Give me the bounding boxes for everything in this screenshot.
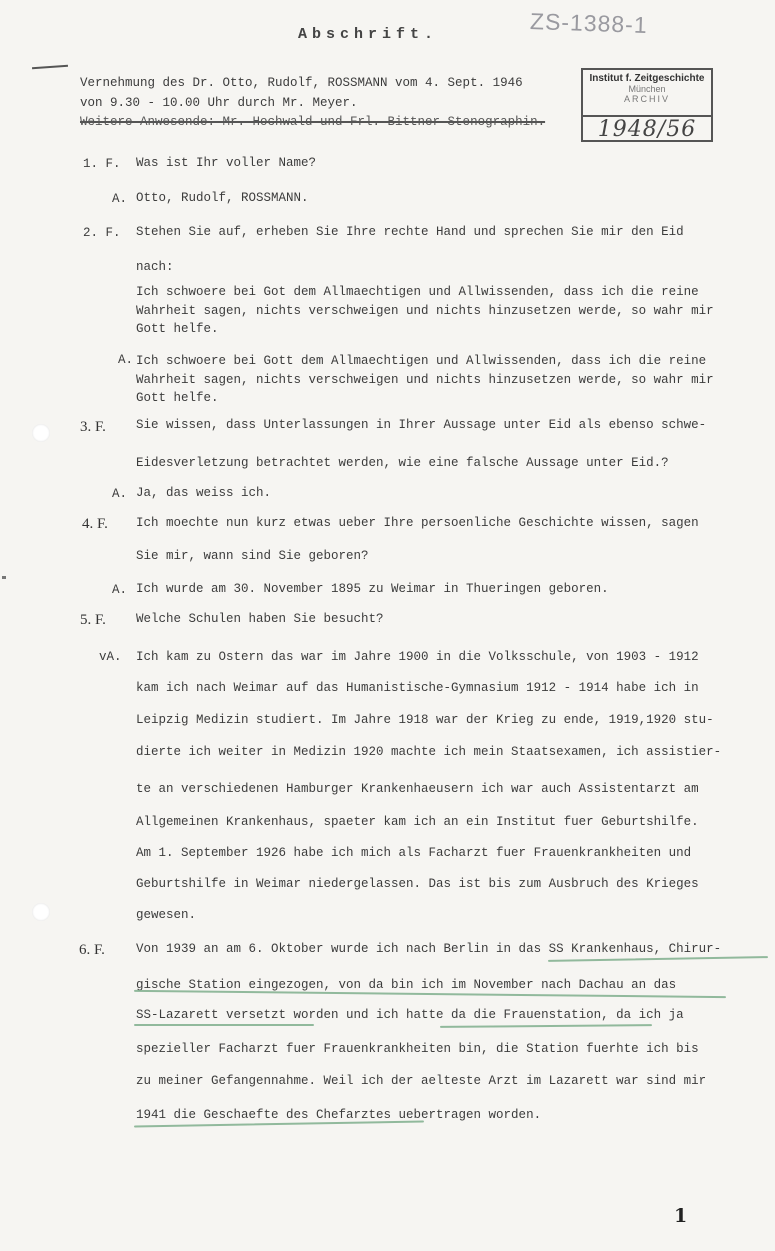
margin-stroke [32,65,68,70]
answer-1-text: Otto, Rudolf, ROSSMANN. [136,191,309,205]
stamp-number: 1948/56 [597,117,697,142]
answer-5-line-4: dierte ich weiter in Medizin 1920 machte ich mein Staatsexamen, ich assistier- [136,745,722,759]
answer-5-line-8: Geburtshilfe in Weimar niedergelassen. Das ist bis zum Ausbruch des Krieges [136,877,699,891]
answer-2-line-3: Gott helfe. [136,391,219,405]
question-4-line-2: Sie mir, wann sind Sie geboren? [136,549,369,563]
question-6-line-5: zu meiner Gefangennahme. Weil ich der aelteste Arzt im Lazarett war sind mir [136,1074,707,1088]
question-6-line-1: Von 1939 an am 6. Oktober wurde ich nach Berlin in das SS Krankenhaus, Chirur- [136,942,722,956]
answer-5-line-2: kam ich nach Weimar auf das Humanistische-Gymnasium 1912 - 1914 habe ich in [136,681,699,695]
question-5-text: Welche Schulen haben Sie besucht? [136,612,384,626]
document-title: Abschrift. [298,26,439,43]
answer-5-line-7: Am 1. September 1926 habe ich mich als Facharzt fuer Frauenkrankheiten und [136,846,692,860]
pencil-underline-3 [134,1024,314,1026]
stamp-city: München [628,84,666,94]
answer-5-line-6: Allgemeinen Krankenhaus, spaeter kam ich an ein Institut fuer Geburtshilfe. [136,815,699,829]
punch-hole-top [32,424,50,442]
archive-stamp [581,68,713,142]
question-6-line-2: gische Station eingezogen, von da bin ich im November nach Dachau an das [136,978,677,992]
answer-2-line-1: Ich schwoere bei Gott dem Allmaechtigen und Allwissenden, dass ich die reine [136,354,707,368]
header-line-1: Vernehmung des Dr. Otto, Rudolf, ROSSMANN vom 4. Sept. 1946 [80,76,523,90]
stamp-institute: Institut f. Zeitgeschichte [589,73,705,84]
stamp-archive: ARCHIV [623,94,670,104]
header-line-2: von 9.30 - 10.00 Uhr durch Mr. Meyer. [80,96,358,110]
question-2-line-5: Gott helfe. [136,322,219,336]
answer-1-label: A. [112,192,128,206]
question-2-label: 2. F. [83,226,121,240]
answer-2-line-2: Wahrheit sagen, nichts verschweigen und nichts hinzusetzen werde, so wahr mir [136,373,714,387]
answer-3-label: A. [112,487,128,501]
question-2-line-4: Wahrheit sagen, nichts verschweigen und nichts hinzusetzen werde, so wahr mir [136,304,714,318]
question-2-line-1: Stehen Sie auf, erheben Sie Ihre rechte Hand und sprechen Sie mir den Eid [136,225,684,239]
punch-hole-bottom [32,903,50,921]
answer-5-line-9: gewesen. [136,908,197,922]
question-6-line-3: SS-Lazarett versetzt worden und ich hatte da die Frauenstation, da ich ja [136,1008,684,1022]
answer-5-line-5: te an verschiedenen Hamburger Krankenhaeusern ich war auch Assistentarzt am [136,782,699,796]
archive-reference: ZS-1388-1 [529,7,649,39]
answer-3-text: Ja, das weiss ich. [136,486,272,500]
answer-5-line-3: Leipzig Medizin studiert. Im Jahre 1918 war der Krieg zu ende, 1919,1920 stu- [136,713,714,727]
question-5-label: 5. F. [80,612,106,628]
margin-mark [2,576,6,579]
answer-5-label: vA. [99,650,122,664]
answer-2-label: A. [118,353,134,367]
question-4-label: 4. F. [82,516,108,532]
question-4-line-1: Ich moechte nun kurz etwas ueber Ihre persoenliche Geschichte wissen, sagen [136,516,699,530]
page-number: 1 [674,1205,688,1227]
question-2-line-2: nach: [136,260,174,274]
question-1-text: Was ist Ihr voller Name? [136,156,317,170]
question-3-label: 3. F. [80,419,106,435]
question-3-line-2: Eidesverletzung betrachtet werden, wie eine falsche Aussage unter Eid.? [136,456,669,470]
question-3-line-1: Sie wissen, dass Unterlassungen in Ihrer Aussage unter Eid als ebenso schwe- [136,418,707,432]
header-line-3: Weitere Anwesende: Mr. Hochwald und Frl. Bittner Stenographin. [80,115,546,129]
question-6-line-6: 1941 die Geschaefte des Chefarztes uebertragen worden. [136,1108,542,1122]
question-6-label: 6. F. [79,942,105,958]
question-1-label: 1. F. [83,157,121,171]
question-6-line-4: spezieller Facharzt fuer Frauenkrankheiten bin, die Station fuerhte ich bis [136,1042,699,1056]
answer-4-label: A. [112,583,128,597]
answer-4-text: Ich wurde am 30. November 1895 zu Weimar in Thueringen geboren. [136,582,609,596]
question-2-line-3: Ich schwoere bei Got dem Allmaechtigen und Allwissenden, dass ich die reine [136,285,699,299]
answer-5-line-1: Ich kam zu Ostern das war im Jahre 1900 in die Volksschule, von 1903 - 1912 [136,650,699,664]
